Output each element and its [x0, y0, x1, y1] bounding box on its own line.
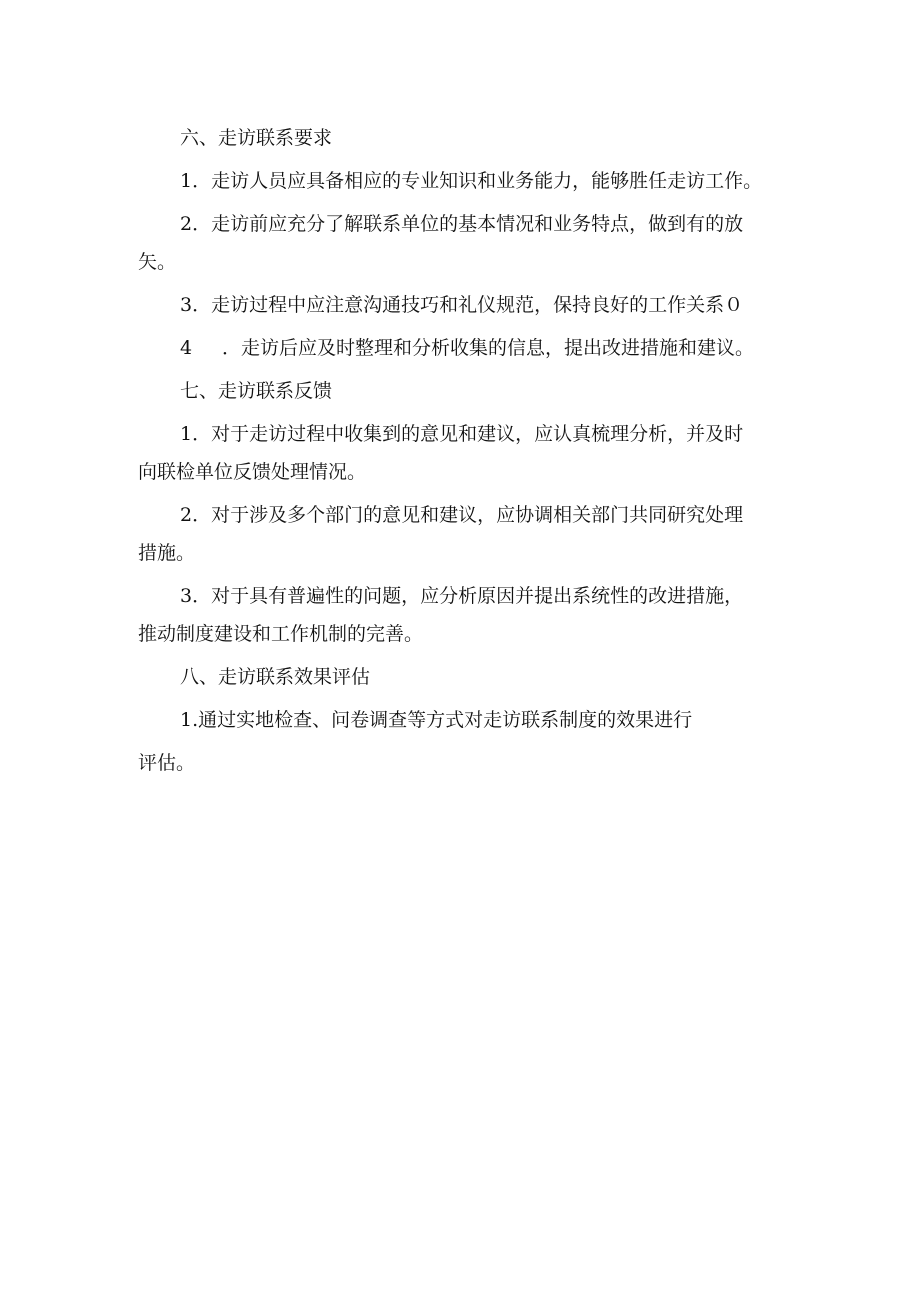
list-item — [138, 503, 808, 527]
item-text: ．走访后应及时整理和分析收集的信息，提出改进措施和建议。 — [222, 337, 755, 359]
item-text: ．对于走访过程中收集到的意见和建议，应认真梳理分析，并及时 — [192, 423, 744, 445]
item-continuation: 推动制度建设和工作机制的完善。 — [138, 623, 424, 645]
section-heading: 八、走访联系效果评估 — [180, 666, 371, 688]
item-continuation: 矢。 — [138, 251, 177, 273]
item-text: ．走访前应充分了解联系单位的基本情况和业务特点，做到有的放 — [192, 213, 744, 235]
list-item — [138, 293, 808, 317]
item-number: 1 — [180, 170, 193, 192]
item-number: 2 — [180, 213, 193, 235]
list-item — [138, 212, 808, 236]
item-text: 通过实地检查、问卷调查等方式对走访联系制度的效果进行 — [198, 709, 693, 731]
item-text: ．走访过程中应注意沟通技巧和礼仪规范，保持良好的工作关系０ — [192, 294, 744, 316]
list-item — [138, 336, 808, 360]
list-item — [138, 708, 808, 732]
item-continuation: 措施。 — [138, 542, 196, 564]
list-item — [138, 584, 808, 608]
list-item — [138, 169, 808, 193]
item-number: 3 — [180, 585, 193, 607]
item-text: ．对于具有普遍性的问题，应分析原因并提出系统性的改进措施， — [192, 585, 744, 607]
item-continuation: 评估。 — [138, 752, 196, 774]
item-number: 4 — [180, 337, 193, 359]
item-text: ．对于涉及多个部门的意见和建议，应协调相关部门共同研究处理 — [192, 504, 744, 526]
document-body — [138, 126, 808, 775]
item-number: 3 — [180, 294, 193, 316]
section-heading: 六、走访联系要求 — [180, 127, 333, 149]
item-continuation: 向联检单位反馈处理情况。 — [138, 461, 367, 483]
list-item — [138, 422, 808, 446]
item-number: 1 — [180, 423, 193, 445]
item-number: 1. — [180, 709, 199, 731]
section-heading: 七、走访联系反馈 — [180, 380, 333, 402]
item-number: 2 — [180, 504, 193, 526]
item-text: ．走访人员应具备相应的专业知识和业务能力，能够胜任走访工作。 — [192, 170, 763, 192]
